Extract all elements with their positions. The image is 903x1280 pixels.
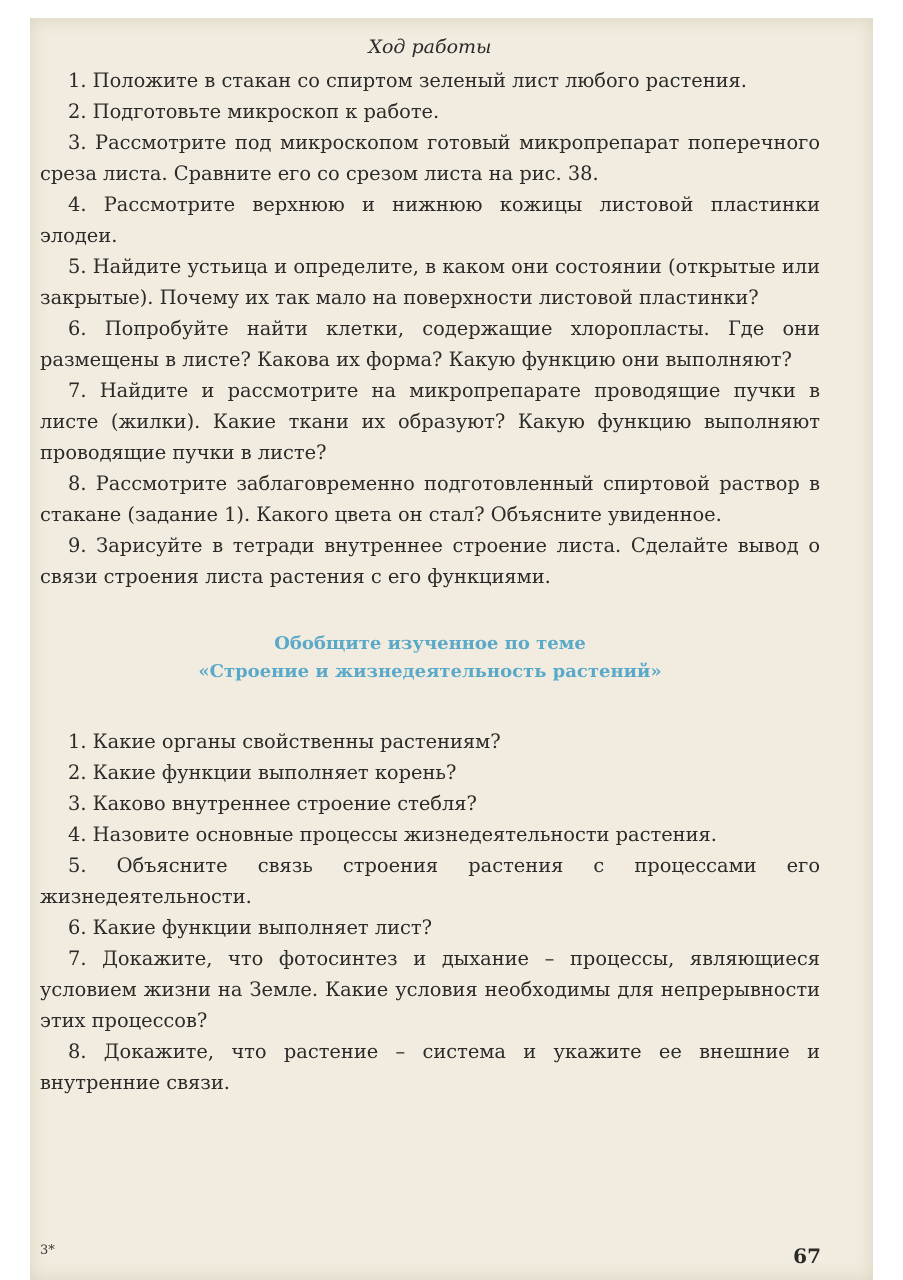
procedure-item: 1. Положите в стакан со спиртом зеленый лист любого растения. [68,69,747,92]
summary-question: 6. Какие функции выполняет лист? [68,916,433,939]
summary-title-line1: Обобщите изученное по теме [274,633,586,654]
summary-title-line2: «Строение и жизнедеятельность растений» [198,661,662,682]
summary-question: 5. Объясните связь строения растения с процессами его жизнедеятельности. [40,854,820,908]
summary-question: 7. Докажите, что фотосинтез и дыхание – процессы, являющиеся условием жизни на Земле. Какие условия необходимы для непрерывности этих процессов? [40,947,820,1032]
procedure-item: 3. Рассмотрите под микроскопом готовый микропрепарат поперечного среза листа. Сравните его со срезом листа на рис. 38. [40,131,820,185]
procedure-item: 6. Попробуйте найти клетки, содержащие хлоропласты. Где они размещены в листе? Какова их форма? Какую функцию они выполняют? [40,317,820,371]
procedure-item: 5. Найдите устьица и определите, в каком они состоянии (открытые или закрытые). Почему их так мало на поверхности листовой пластинки? [40,255,820,309]
summary-question: 4. Назовите основные процессы жизнедеятельности растения. [68,823,717,846]
procedure-item: 2. Подготовьте микроскоп к работе. [68,100,440,123]
summary-question: 2. Какие функции выполняет корень? [68,761,457,784]
procedure-item: 9. Зарисуйте в тетради внутреннее строение листа. Сделайте вывод о связи строения листа растения с его функциями. [40,534,820,588]
signature-mark: 3* [40,1243,55,1258]
procedure-item: 4. Рассмотрите верхнюю и нижнюю кожицы листовой пластинки элодеи. [40,193,820,247]
summary-question: 8. Докажите, что растение – система и укажите ее внешние и внутренние связи. [40,1040,820,1094]
procedure-heading: Ход работы [368,36,492,58]
page-number: 67 [793,1244,821,1268]
page-text [40,32,820,1098]
summary-question: 1. Какие органы свойственны растениям? [68,730,501,753]
procedure-item: 8. Рассмотрите заблаговременно подготовленный спиртовой раствор в стакане (задание 1). Какого цвета он стал? Объясните увиденное. [40,472,820,526]
summary-title [40,630,820,686]
summary-question: 3. Каково внутреннее строение стебля? [68,792,477,815]
book-page [30,18,873,1280]
procedure-item: 7. Найдите и рассмотрите на микропрепарате проводящие пучки в листе (жилки). Какие ткани их образуют? Какую функцию выполняют проводящие пучки в листе? [40,379,820,464]
